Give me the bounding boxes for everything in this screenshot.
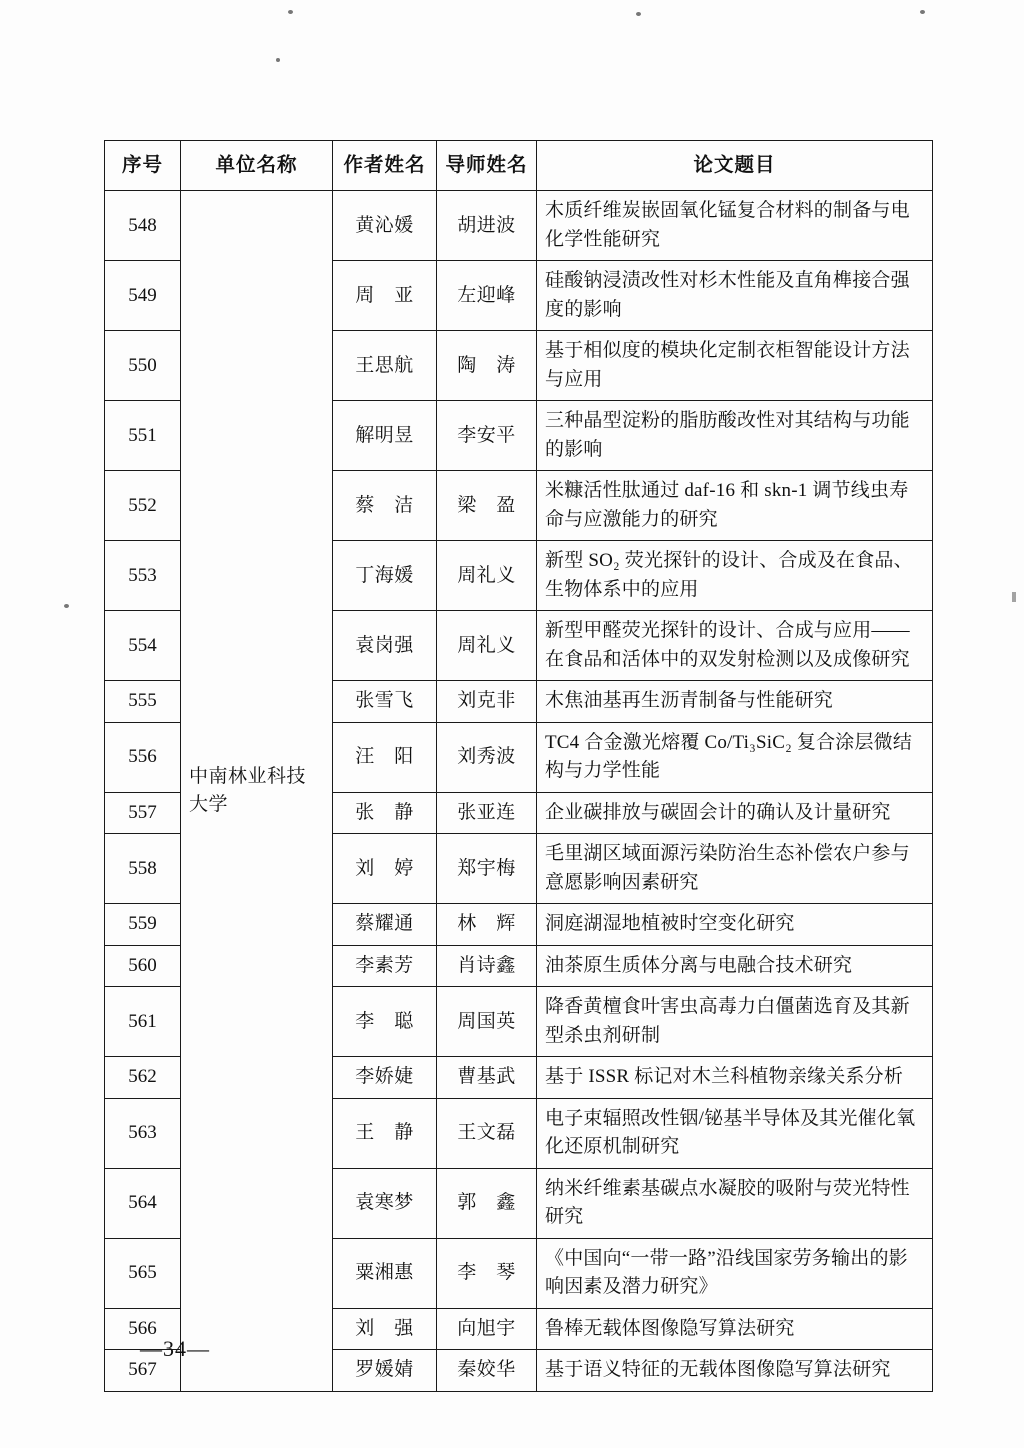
cell-thesis-title: 木质纤维炭嵌固氧化锰复合材料的制备与电化学性能研究 xyxy=(537,191,933,261)
cell-author: 丁海媛 xyxy=(333,541,437,611)
table-body xyxy=(105,191,933,1392)
cell-thesis-title: 三种晶型淀粉的脂肪酸改性对其结构与功能的影响 xyxy=(537,401,933,471)
scan-speck xyxy=(636,12,641,16)
cell-advisor: 王文磊 xyxy=(437,1098,537,1168)
cell-thesis-title: 降香黄檀食叶害虫高毒力白僵菌选育及其新型杀虫剂研制 xyxy=(537,987,933,1057)
cell-number: 562 xyxy=(105,1057,181,1099)
cell-advisor: 左迎峰 xyxy=(437,261,537,331)
cell-thesis-title: 电子束辐照改性铟/铋基半导体及其光催化氧化还原机制研究 xyxy=(537,1098,933,1168)
scan-speck xyxy=(288,10,293,14)
cell-advisor: 胡进波 xyxy=(437,191,537,261)
cell-number: 566 xyxy=(105,1308,181,1350)
cell-number: 564 xyxy=(105,1168,181,1238)
cell-author: 张 静 xyxy=(333,792,437,834)
cell-number: 557 xyxy=(105,792,181,834)
cell-author: 李 聪 xyxy=(333,987,437,1057)
cell-advisor: 郑宇梅 xyxy=(437,834,537,904)
cell-number: 555 xyxy=(105,681,181,723)
cell-author: 刘 强 xyxy=(333,1308,437,1350)
cell-thesis-title: 基于 ISSR 标记对木兰科植物亲缘关系分析 xyxy=(537,1057,933,1099)
cell-number: 549 xyxy=(105,261,181,331)
cell-thesis-title: 毛里湖区域面源污染防治生态补偿农户参与意愿影响因素研究 xyxy=(537,834,933,904)
cell-author: 罗媛婧 xyxy=(333,1350,437,1392)
column-header-number: 序号 xyxy=(105,141,181,191)
scan-speck xyxy=(920,10,925,14)
cell-author: 周 亚 xyxy=(333,261,437,331)
cell-number: 548 xyxy=(105,191,181,261)
thesis-table-container xyxy=(104,140,932,1392)
cell-thesis-title: 米糠活性肽通过 daf-16 和 skn-1 调节线虫寿命与应激能力的研究 xyxy=(537,471,933,541)
cell-number: 551 xyxy=(105,401,181,471)
cell-number: 567 xyxy=(105,1350,181,1392)
cell-author: 李素芳 xyxy=(333,945,437,987)
cell-thesis-title: 《中国向“一带一路”沿线国家劳务输出的影响因素及潜力研究》 xyxy=(537,1238,933,1308)
cell-thesis-title: 新型 SO₂ 荧光探针的设计、合成及在食品、生物体系中的应用 xyxy=(537,541,933,611)
cell-number: 552 xyxy=(105,471,181,541)
cell-author: 王思航 xyxy=(333,331,437,401)
cell-advisor: 周国英 xyxy=(437,987,537,1057)
cell-thesis-title: 纳米纤维素基碳点水凝胶的吸附与荧光特性研究 xyxy=(537,1168,933,1238)
cell-number: 560 xyxy=(105,945,181,987)
cell-advisor: 曹基武 xyxy=(437,1057,537,1099)
cell-author: 袁岗强 xyxy=(333,611,437,681)
cell-advisor: 梁 盈 xyxy=(437,471,537,541)
cell-advisor: 秦姣华 xyxy=(437,1350,537,1392)
column-header-title: 论文题目 xyxy=(537,141,933,191)
cell-advisor: 周礼义 xyxy=(437,541,537,611)
column-header-advisor: 导师姓名 xyxy=(437,141,537,191)
cell-advisor: 刘克非 xyxy=(437,681,537,723)
cell-thesis-title: 新型甲醛荧光探针的设计、合成与应用——在食品和活体中的双发射检测以及成像研究 xyxy=(537,611,933,681)
cell-author: 解明昱 xyxy=(333,401,437,471)
cell-advisor: 刘秀波 xyxy=(437,722,537,792)
page-number: —34— xyxy=(140,1336,210,1361)
cell-thesis-title: 鲁棒无载体图像隐写算法研究 xyxy=(537,1308,933,1350)
cell-author: 蔡 洁 xyxy=(333,471,437,541)
scan-speck xyxy=(1012,592,1016,602)
cell-thesis-title: 硅酸钠浸渍改性对杉木性能及直角榫接合强度的影响 xyxy=(537,261,933,331)
cell-advisor: 李 琴 xyxy=(437,1238,537,1308)
cell-author: 刘 婷 xyxy=(333,834,437,904)
cell-author: 汪 阳 xyxy=(333,722,437,792)
cell-author: 黄沁媛 xyxy=(333,191,437,261)
cell-advisor: 肖诗鑫 xyxy=(437,945,537,987)
scan-speck xyxy=(64,604,69,608)
cell-advisor: 郭 鑫 xyxy=(437,1168,537,1238)
cell-author: 王 静 xyxy=(333,1098,437,1168)
cell-number: 565 xyxy=(105,1238,181,1308)
cell-advisor: 张亚连 xyxy=(437,792,537,834)
cell-number: 554 xyxy=(105,611,181,681)
column-header-author: 作者姓名 xyxy=(333,141,437,191)
cell-author: 袁寒梦 xyxy=(333,1168,437,1238)
cell-number: 558 xyxy=(105,834,181,904)
cell-advisor: 周礼义 xyxy=(437,611,537,681)
cell-number: 559 xyxy=(105,904,181,946)
table-header-row xyxy=(105,141,933,191)
cell-author: 粟湘惠 xyxy=(333,1238,437,1308)
cell-author: 蔡耀通 xyxy=(333,904,437,946)
cell-author: 张雪飞 xyxy=(333,681,437,723)
cell-advisor: 李安平 xyxy=(437,401,537,471)
cell-thesis-title: TC4 合金激光熔覆 Co/Ti₃SiC₂ 复合涂层微结构与力学性能 xyxy=(537,722,933,792)
cell-unit-name: 中南林业科技大学 xyxy=(181,191,333,1392)
cell-number: 550 xyxy=(105,331,181,401)
cell-number: 561 xyxy=(105,987,181,1057)
cell-thesis-title: 基于相似度的模块化定制衣柜智能设计方法与应用 xyxy=(537,331,933,401)
cell-number: 553 xyxy=(105,541,181,611)
cell-thesis-title: 企业碳排放与碳固会计的确认及计量研究 xyxy=(537,792,933,834)
cell-thesis-title: 木焦油基再生沥青制备与性能研究 xyxy=(537,681,933,723)
cell-advisor: 陶 涛 xyxy=(437,331,537,401)
scan-speck xyxy=(276,58,280,62)
column-header-unit: 单位名称 xyxy=(181,141,333,191)
cell-thesis-title: 油茶原生质体分离与电融合技术研究 xyxy=(537,945,933,987)
cell-thesis-title: 基于语义特征的无载体图像隐写算法研究 xyxy=(537,1350,933,1392)
cell-number: 556 xyxy=(105,722,181,792)
table-row xyxy=(105,191,933,261)
cell-author: 李娇婕 xyxy=(333,1057,437,1099)
cell-advisor: 向旭宇 xyxy=(437,1308,537,1350)
cell-advisor: 林 辉 xyxy=(437,904,537,946)
thesis-table xyxy=(104,140,933,1392)
cell-thesis-title: 洞庭湖湿地植被时空变化研究 xyxy=(537,904,933,946)
cell-number: 563 xyxy=(105,1098,181,1168)
